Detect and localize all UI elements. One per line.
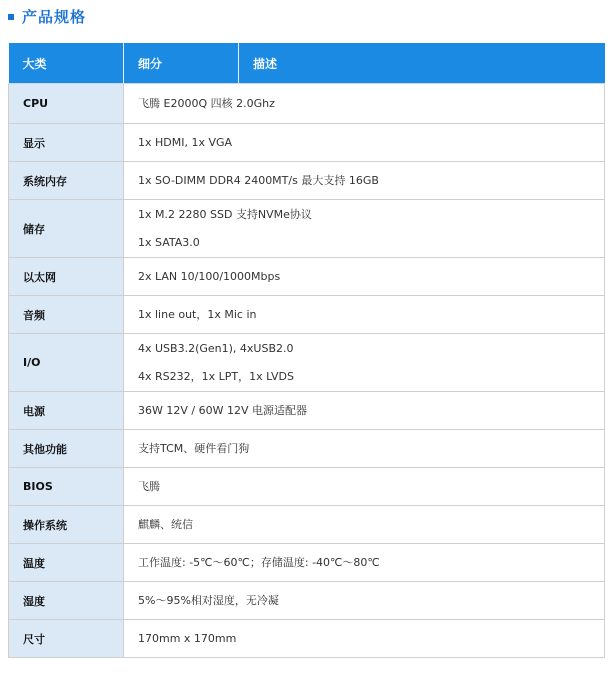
row-category: BIOS (9, 468, 124, 506)
row-value (124, 162, 605, 200)
table-row (9, 506, 605, 544)
row-value (124, 582, 605, 620)
row-category: 其他功能 (9, 430, 124, 468)
table-row (9, 258, 605, 296)
row-value (124, 430, 605, 468)
row-value (124, 468, 605, 506)
value-line: 36W 12V / 60W 12V 电源适配器 (138, 403, 307, 417)
row-category: 尺寸 (9, 620, 124, 658)
value-line: 1x HDMI, 1x VGA (138, 135, 233, 149)
value-line: 1x SATA3.0 (138, 235, 200, 249)
table-row (9, 430, 605, 468)
row-value (124, 506, 605, 544)
value-line: 4x RS232，1x LPT，1x LVDS (138, 369, 295, 383)
table-row (9, 296, 605, 334)
row-category: I/O (9, 334, 124, 392)
table-row (9, 582, 605, 620)
value-line: 麒麟、统信 (138, 517, 193, 531)
spec-rows (9, 84, 605, 658)
row-category: 湿度 (9, 582, 124, 620)
table-row (9, 200, 605, 258)
table-row (9, 392, 605, 430)
row-category: 显示 (9, 124, 124, 162)
row-category: 音频 (9, 296, 124, 334)
value-line: 1x M.2 2280 SSD 支持NVMe协议 (138, 207, 312, 221)
row-category: 操作系统 (9, 506, 124, 544)
table-row (9, 334, 605, 392)
row-value (124, 84, 605, 124)
header-category: 大类 (9, 43, 124, 84)
row-value (124, 392, 605, 430)
row-value (124, 296, 605, 334)
value-line: 工作温度: -5℃～60℃；存储温度: -40℃～80℃ (138, 555, 380, 569)
row-category: 以太网 (9, 258, 124, 296)
section-title (8, 4, 86, 28)
row-value (124, 258, 605, 296)
title-bullet-icon (8, 14, 14, 20)
row-category: 温度 (9, 544, 124, 582)
value-line: 5%～95%相对湿度，无冷凝 (138, 593, 279, 607)
table-row (9, 124, 605, 162)
row-category: 系统内存 (9, 162, 124, 200)
row-value (124, 124, 605, 162)
row-value (124, 200, 605, 258)
page-title: 产品规格 (22, 7, 87, 26)
value-line: 1x line out，1x Mic in (138, 307, 257, 321)
header-description: 描述 (239, 43, 605, 84)
value-line: 支持TCM、硬件看门狗 (138, 441, 250, 455)
row-category: CPU (9, 84, 124, 124)
value-line: 飞腾 E2000Q 四核 2.0Ghz (138, 96, 275, 110)
row-category: 电源 (9, 392, 124, 430)
value-line: 飞腾 (138, 479, 160, 493)
spec-table (8, 43, 605, 658)
row-value (124, 334, 605, 392)
table-header-row (9, 43, 605, 84)
value-line: 4x USB3.2(Gen1), 4xUSB2.0 (138, 341, 294, 355)
table-row (9, 84, 605, 124)
row-value (124, 620, 605, 658)
row-value (124, 544, 605, 582)
value-line: 1x SO-DIMM DDR4 2400MT/s 最大支持 16GB (138, 173, 379, 187)
table-row (9, 162, 605, 200)
value-line: 2x LAN 10/100/1000Mbps (138, 269, 281, 283)
value-line: 170mm x 170mm (138, 631, 237, 645)
table-row (9, 468, 605, 506)
row-category: 储存 (9, 200, 124, 258)
table-row (9, 544, 605, 582)
header-subcategory: 细分 (124, 43, 239, 84)
table-row (9, 620, 605, 658)
